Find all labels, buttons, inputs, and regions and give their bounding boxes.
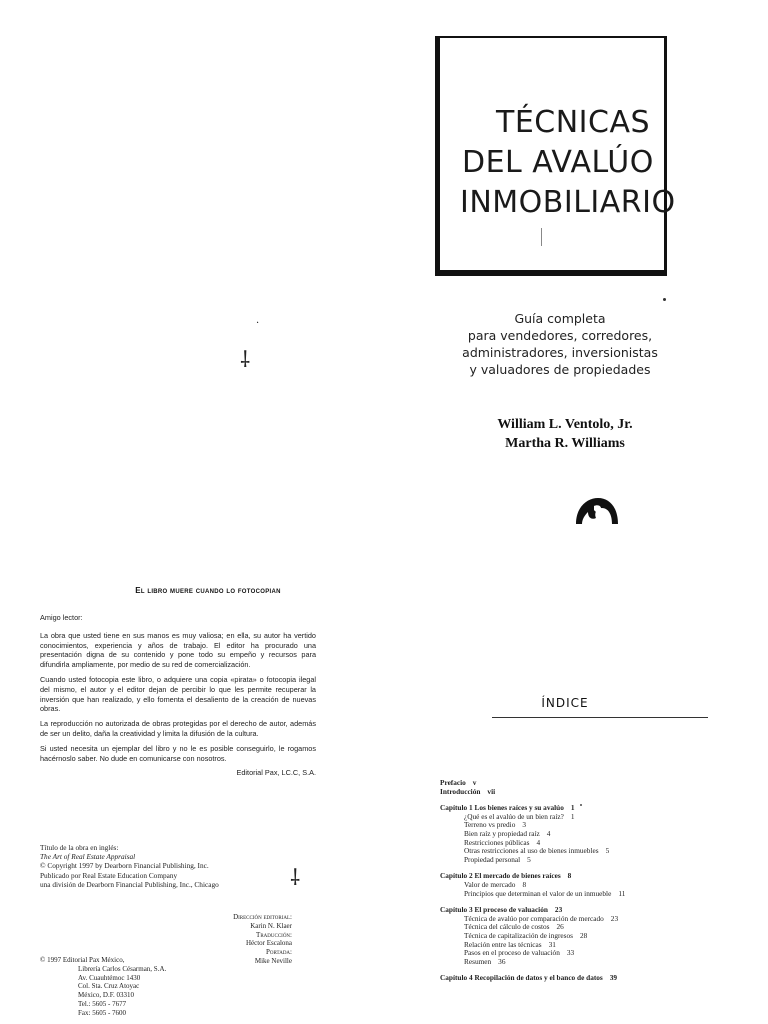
book-authors <box>470 415 660 453</box>
toc-page-number: 3 <box>522 820 527 830</box>
scan-mark-icon: ⸸ <box>240 348 251 373</box>
toc-page-number: 4 <box>536 837 541 847</box>
toc-entry-title: ¿Qué es el avalúo de un bien raíz? <box>464 811 564 821</box>
toc-entry <box>440 856 750 865</box>
original-title: The Art of Real Estate Appraisal <box>40 852 136 862</box>
toc-page-number: 4 <box>546 828 551 838</box>
book-title-line: TÉCNICAS <box>496 105 651 140</box>
toc-page-number: vii <box>487 786 496 796</box>
toc-page-number: 23 <box>610 913 619 923</box>
toc-entry-title: Capítulo 2 El mercado de bienes raíces <box>440 871 561 881</box>
original-publisher: Publicado por Real Estate Education Company <box>40 870 178 880</box>
author-name: William L. Ventolo, Jr. <box>497 417 633 432</box>
subtitle-line: para vendedores, corredores, <box>467 328 653 343</box>
book-subtitle <box>440 310 680 378</box>
publisher-line: México, D.F. 03310 <box>78 991 135 1000</box>
toc-entry-title: Prefacio <box>440 778 466 787</box>
author-name: Martha R. Williams <box>505 436 625 451</box>
toc-page-number: 1 <box>570 803 575 813</box>
index-rule <box>492 717 708 718</box>
scan-speck <box>541 228 542 246</box>
toc-entry-title: Propiedad personal <box>464 854 521 864</box>
notice-greeting: Amigo lector: <box>40 613 83 622</box>
toc-heading <box>440 788 750 797</box>
credit-line: Portada: Mike Neville <box>254 948 292 965</box>
toc-page-number: 23 <box>554 905 563 915</box>
scan-speck: · <box>256 318 260 329</box>
toc-entry-title: Bien raíz y propiedad raíz <box>464 828 540 838</box>
publisher-address <box>40 956 240 1018</box>
toc-page-number: 1 <box>570 811 575 821</box>
toc-entry <box>440 958 750 967</box>
toc-entry-title: Otras restricciones al uso de bienes inmuebles <box>464 846 599 856</box>
notice-paragraph: La reproducción no autorizada de obras protegidas por el derecho de autor, además de ser un delito, daña la creatividad y limita la difusión de la cultura. <box>40 719 316 738</box>
table-of-contents <box>440 779 750 983</box>
publisher-logo-icon <box>574 498 618 524</box>
toc-entry-title: Capítulo 4 Recopilación de datos y el banco de datos <box>440 973 603 983</box>
notice-paragraph: Cuando usted fotocopia este libro, o adquiere una copia «pirata» o fotocopia ilegal del mismo, el autor y el editor dejan de percibir lo que les permite recuperar la inversión que han realizado, y ello fomenta el desaliento de la creación de nuevas obras. <box>40 674 316 714</box>
toc-entry-title: Introducción <box>440 786 481 796</box>
notice-paragraph: La obra que usted tiene en sus manos es muy valiosa; en ella, su autor ha vertido conocimientos, experiencia y años de trabajo. El editor ha procurado una presentación digna de su contenido y pone todo su empeño y recursos para difundirla ampliamente, por medio de su red de comercialización. <box>40 630 316 670</box>
toc-page-number: 36 <box>498 956 506 966</box>
credit-line: Traducción: Héctor Escalona <box>245 930 292 948</box>
toc-entry-title: Técnica del cálculo de costos <box>464 922 550 932</box>
toc-page-number: 11 <box>618 888 626 898</box>
toc-entry-title: Pasos en el proceso de valuación <box>464 948 560 958</box>
subtitle-line: Guía completa <box>514 311 606 326</box>
index-title: ÍNDICE <box>541 696 589 710</box>
toc-entry-title: Resumen <box>464 956 492 966</box>
original-copyright: © Copyright 1997 by Dearborn Financial Publishing, Inc. <box>40 861 209 871</box>
toc-entry <box>440 890 750 899</box>
notice-signature: Editorial Pax, LC.C, S.A. <box>236 768 316 778</box>
publisher-line: Col. Sta. Cruz Atoyac <box>78 982 140 991</box>
publisher-line: Librería Carlos Césarman, S.A. <box>78 964 167 973</box>
toc-page-number: 8 <box>567 871 572 881</box>
toc-page-number: 26 <box>556 922 564 932</box>
toc-entry-title: Valor de mercado <box>464 879 516 889</box>
toc-page-number: 5 <box>605 846 610 856</box>
toc-entry-title: Capítulo 1 Los bienes raíces y su avalúo <box>440 803 564 813</box>
scan-speck <box>663 298 666 301</box>
copy-notice <box>40 613 316 783</box>
original-division: una división de Dearborn Financial Publishing, Inc., Chicago <box>40 879 219 889</box>
toc-page-number: 5 <box>527 854 531 864</box>
original-title-label: Título de la obra en inglés: <box>40 843 119 852</box>
toc-entry-title: Principios que determinan el valor de un inmueble <box>464 888 612 898</box>
credit-line: Dirección editorial: Karin N. Klaer <box>233 913 292 930</box>
toc-entry-title: Técnica de avalúo por comparación de mercado <box>464 913 604 923</box>
toc-entry-title: Técnica de capitalización de ingresos <box>464 930 573 940</box>
toc-page-number: 39 <box>609 973 618 983</box>
publisher-line: Av. Cuauhtémoc 1430 <box>78 973 141 982</box>
toc-entry-title: Relación entre las técnicas <box>464 939 542 949</box>
book-title-line: INMOBILIARIO <box>460 185 676 220</box>
publisher-line: Fax: 5605 - 7600 <box>78 1008 127 1017</box>
toc-entry-title: Restricciones públicas <box>464 837 530 847</box>
notice-title: El libro muere cuando lo fotocopian <box>135 586 281 595</box>
toc-page-number: 8 <box>522 879 527 889</box>
original-title-block <box>40 843 290 889</box>
scan-mark-icon: ⸸ <box>290 866 301 891</box>
toc-entry-title: Capítulo 3 El proceso de valuación <box>440 905 548 915</box>
toc-entry-title: Terreno vs predio <box>464 820 516 830</box>
book-title <box>438 103 676 223</box>
subtitle-line: administradores, inversionistas <box>462 345 658 360</box>
notice-paragraph: Si usted necesita un ejemplar del libro y no le es posible conseguirlo, le rogamos hacérnoslo saber. No dude en comunicarse con nosotros. <box>40 743 316 763</box>
subtitle-line: y valuadores de propiedades <box>469 362 651 377</box>
book-title-line: DEL AVALÚO <box>462 145 654 180</box>
toc-page-number: 33 <box>566 948 575 958</box>
toc-page-number: 28 <box>580 930 588 940</box>
toc-page-number: v <box>472 778 477 787</box>
publisher-line: © 1997 Editorial Pax México, <box>40 956 125 964</box>
toc-page-number: 31 <box>548 939 556 949</box>
publisher-line: Tel.: 5605 - 7677 <box>78 999 127 1008</box>
toc-heading <box>440 974 750 983</box>
